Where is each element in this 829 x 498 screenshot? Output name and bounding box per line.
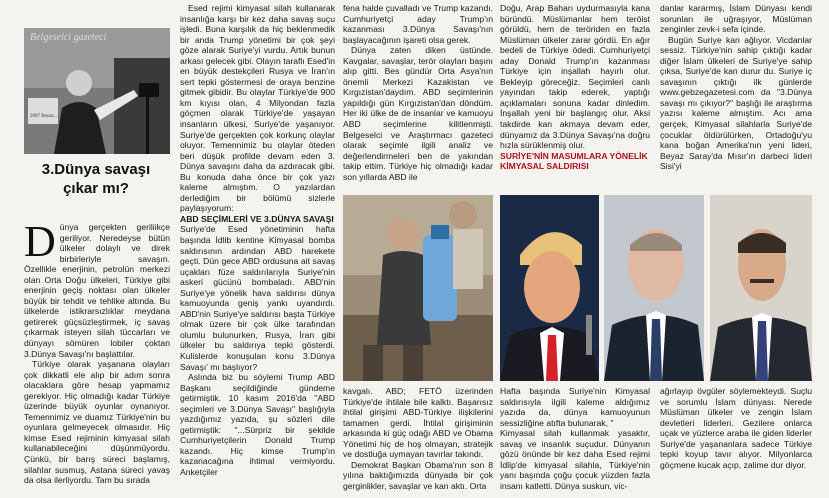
trump-photo: [500, 195, 599, 381]
column-4-paragraph-2: Hafta başında Suriye'nin Kimyasal saldırısıyla ilgili kaleme aldığımız yazıda da, dünya kamuoyunun sessizliğine atıfta bulunarak, ": [500, 386, 650, 428]
column-4-paragraph-3: Kimyasal silah kullanmak yasaktır, savaş ve insanlık suçudur. Dünyanın gözü önünde bir kez daha Esed rejimi İdlip'de kimyasal silahla, Türkiye'nin yanı başında çoğu çocuk yüzden fazla insanı katletti. Dünya suskun, vic-: [500, 428, 650, 491]
author-photo-graphic: [24, 28, 170, 154]
author-photo-small-text: 2007 Beyaz ...: [30, 114, 59, 119]
child-photo: [343, 195, 493, 381]
column-5-paragraph-3: ağırlayıp övgüler söylemekteydi. Suçlu ve sorumlu İslam dünyası. Nerede Müslüman ülkeler ve zengin İslam devletleri liderleri. Gezilere onlarca uçak ve yüzlerce araba ile giden liderler Suriye'de yaşananlara sadece Türkiye tepki koyup tavır alıyor. Milyonlarca göçmene kucak açıp, zalime dur diyor.: [660, 386, 812, 470]
column-1-paragraph-2: Türkiye olarak yaşanana olayları çok dikkatli ele alıp bir adım sonra olacaklara göre hesap yapmamız gerekiyor. Hiç olmadığı kadar Türkiye üzerinde büyük oyunlar oynanıyor. Temennimiz ve duamız Türkiye'nin bu oyunlara gelmeyecek olmasıdır. Hiç kimse Esed rejiminin kimyasal silah kullanabileceğini düşünmüyordu. Çünkü, bir barış süreci başlamış, silahlar susmuş, Astana süreci yavaş da olsa ilerliyordu. Tam bu sırada: [24, 359, 170, 486]
column-4-top: [500, 3, 650, 191]
column-4-paragraph-1: Doğu, Arap Baharı uydurmasıyla kana büründü. Müslümanlar hem teröist görüldü, hem de teröriden en fazla Müslüman ülkeler zarar gördü. En ağır bedeli de Türkiye ödedi. Cumhuriyetçi aday Donald Trump'ın kazanması Türkiye için inşallah hayırlı olur. Bekleyip göreceğiz. Seçimleri canlı yayından takip ederek, yaptığı açıklamaları sonuna kadar dinledim. İnşallah yeni bir başlangıç olur. Aksi takdirde kan akmaya devam eder, dünyamız da 3.Dünya Savaşı'na doğru hızla sürüklenmiş olur.: [500, 3, 650, 151]
child-photo-graphic: [343, 195, 493, 381]
column-5-top: [660, 3, 812, 191]
column-2-subheading: ABD SEÇİMLERİ VE 3.DÜNYA SAVAŞI: [180, 213, 334, 224]
dropcap: D: [24, 222, 56, 266]
column-5-bottom: [660, 386, 812, 496]
column-2-paragraph-2: Suriye'de Esed yönetiminin hafta başında İdlib kentine Kimyasal bomba saldırısının ardından ABD harekete geçti. Dün gece ABD ordusuna ait savaş uçakları füze saldırılarıyla Suriye'nin askeri gücünü bombaladı. ABD'nin Suriye'ye yönelik hava saldırısı dünya kamuoyunda geniş yankı uyandırdı. ABD'nin Suriye'ye saldırısı başta Türkiye olmak üzere bir çok ülke tarafından olumlu bulunurken, Rusya, İran gibi ülkeler bu saldırıya tepki gösterdi. Kulislerde konuşulan konu 3.Dünya Savaşı' mı başlıyor?: [180, 224, 335, 372]
column-4-subheading: SURİYE'NİN MASUMLARA YÖNELİK KİMYASAL SALDIRISI: [500, 150, 648, 172]
author-photo-caption: Belgeselci gazeteci: [30, 32, 107, 43]
column-4-bottom: [500, 386, 650, 496]
column-1: [24, 222, 170, 494]
putin-photo: [604, 195, 704, 381]
article-headline: [26, 160, 166, 198]
column-2: [180, 3, 335, 496]
trump-photo-graphic: [500, 195, 599, 381]
putin-photo-graphic: [604, 195, 704, 381]
headline-line-2: çıkar mı?: [63, 180, 129, 197]
column-5-paragraph-2: Bugün Suriye kan ağlıyor. Vicdanlar sessiz. Türkiye'nin sahip çıktığı kadar diğer İslam ülkeleri de Suriye'ye sahip çıksa, Suriye'de kan durur du. Suriye iç savaşının çıktığı ilk günlerde www.gebzegazetesi.com da "3.Dünya savaşı mı çıkıyor?" başlığı ile araştırma yazısı kaleme almıştım. Acı ama gerçek, Kimyasal silahlarla Suriye'de çocuklar öldürülürken, Ortadoğu'yu kana boğan Amerika'nın yeni lideri, Beyaz Saray'da Mısır'ın darbeci lideri Sisi'yi: [660, 34, 812, 172]
column-3-top: [343, 3, 493, 191]
column-3-bottom: [343, 386, 493, 496]
column-1-paragraph-1: Dünya gerçekten geriliikçe geriliyor. Neredeyse bütün ülkeler dolaylı ve direk birbirleriyle savaşın. Özellikle enerjinin, petrolün merkezi olan Orta Doğu ülkeleri, Türkiye gibi enerjinin geçiş noktası olan ülkeler büyük bir tehdit ve tehlike altında. Bu ülkelerde istikrarsızlıklar meydana getirerek güçsüzleştirmek, iç savaş çıkarmak isteyen silah tüccarları ve dünyayı sömüren lobiler çoktan 3.Dünya Savaşı'nı başlattılar.: [24, 222, 170, 359]
column-3-paragraph-2: Dünya zaten diken üstünde. Kavgalar, savaşlar, terör olayları başını alıp gitti. Bes gündür Orta Asya'nın önemli Merkezi Kazakistan ve Kırgızistan'daydım. ABD seçimlerinin yapıldığı gün Kırgızistan'dan döndüm. Her iki ülke de de insanlar ve kamuoyu ABD seçimlerine kilitlenmişti. Belgeselci ve Araştırmacı gazeteci olarak seçimle ilgili analiz ve değerlendirmeleri ben de yakından takip ettim. Türkiye hiç olmadığı kadar son yıllarda ABD ile: [343, 45, 493, 182]
column-3-paragraph-3: kavgalı. ABD; FETÖ üzerinden Türkiye'de ihtilale bile kalktı. Başarısız ihtilal girişimi ABD-Türkiye ilişkilerini tamamen gerdi. İhtilal girişiminin arkasında ki güç odağı ABD ve Obama Yönetimi hiç de hoş olmayan, stratejik ve dostluğa uymayan tavırlar takındı.: [343, 386, 493, 460]
assad-photo-graphic: [710, 195, 812, 381]
headline-line-1: 3.Dünya savaşı: [41, 161, 151, 178]
column-2-paragraph-3: Aslında biz bu söylemi Trump ABD Başkanı seçildiğinde gündeme getirmiştik. 10 kasım 2016'da "ABD seçimleri ve 3.Dünya Savaşı" başlığıyla yazdığımız yazıda, şu sözleri dile getirmiştik: "...Sürpriz bir şekilde Cumhuriyetçilerin Donald Trump kazandı. Hiç kimse Trump'ın kazanacağına ihtimal vermiyordu. Anketçiler: [180, 372, 335, 478]
author-photo: [24, 28, 170, 154]
column-3-paragraph-4: Demokrat Başkan Obama'nın son 8 yılına baktığımızda dünyada bir çok gerginlikler, savaşlar ve kan aktı. Orta: [343, 459, 493, 491]
column-2-paragraph-1: Esed rejimi kimyasal silah kullanarak insanlığa karşı bir kez daha savaş suçu işledi. Buna karşılık da hiç beklenmedik bir anda Trump yönetimi bir çok şeyi göze alarak Suriye'yi vurdu. Artık bunun arkası gelecek gibi. Olayın taraflı Esed'in en büyük destekçileri Rusya ve İran'ın sert tepki göstermesi de oraya benzine gitmek gibidir. Bu olaylar Türkiye'de 900 km kıyısı olan, 4 Milyondan fazla göçmen olarak Türkiye'de yaşayan insanların ülkesi, Suriye'de yaşanıyor. Suriye'de gerçekten çok korkunç olaylar oluyor. Temennimiz bu olaylar öteden beri düşük profilde devam eden 3. Dünya savaşını daha da azdıracak gibi. Bu konuda daha önce bir çok yazı kaleme almıştım. O yazılardan derlediğim bir bölümü sizlerle paylaşıyorum:: [180, 3, 335, 214]
column-3-paragraph-1: fena halde çuvalladı ve Trump kazandı. Cumhuriyetçi aday Trump'ın kazanması 3.Dünya Savaşı'nın başlayacağının işareti olsa gerek.: [343, 3, 493, 45]
assad-photo: [710, 195, 812, 381]
column-5-paragraph-1: danlar kararmış, İslam Dünyası kendi sorunları ile uğraşıyor, Müslüman zenginler zevk-i sefa içinde.: [660, 3, 812, 35]
